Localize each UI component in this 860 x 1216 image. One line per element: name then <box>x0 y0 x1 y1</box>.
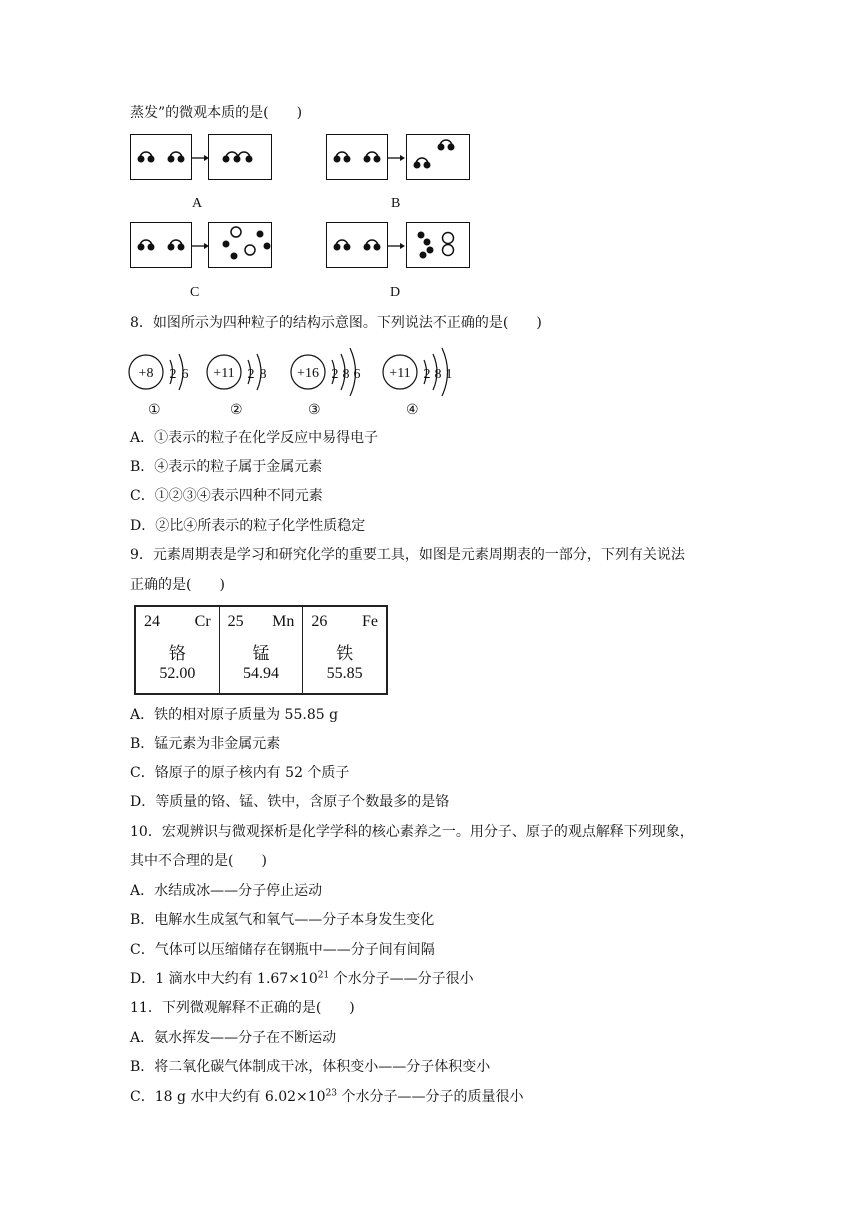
q7-option-a-label: A <box>192 196 203 211</box>
q9-option-d: D．等质量的铬、锰、铁中，含原子个数最多的是铬 <box>130 794 450 810</box>
q10-option-d-pre: D．1 滴水中大约有 1.67×10 <box>130 971 318 987</box>
q8-p3-shell-3: 6 <box>353 367 361 382</box>
q8-p4-nucleus: +11 <box>389 366 411 381</box>
q8-option-b: B．④表示的粒子属于金属元素 <box>130 459 323 475</box>
q11-option-c <box>130 1087 523 1107</box>
q8-label-2: ② <box>230 403 243 418</box>
element-number: 26 <box>311 613 328 630</box>
q8-p1-shell-2: 6 <box>181 367 189 382</box>
q8-stem: 8．如图所示为四种粒子的结构示意图。下列说法不正确的是( ) <box>130 315 542 331</box>
q10-option-d-exponent: 21 <box>317 970 330 981</box>
q7-option-b-label: B <box>391 196 401 211</box>
q10-option-b: B．电解水生成氢气和氧气——分子本身发生变化 <box>130 912 435 928</box>
q10-option-a: A．水结成冰——分子停止运动 <box>130 883 323 899</box>
q9-option-a: A．铁的相对原子质量为 55.85 g <box>130 707 339 723</box>
q8-p3-shell-1: 2 <box>331 367 339 382</box>
element-number: 24 <box>144 613 160 630</box>
q8-p3-nucleus: +16 <box>297 366 319 381</box>
q7-a-molecules <box>130 134 272 180</box>
q7-c-molecules <box>130 222 272 268</box>
periodic-table-excerpt <box>134 605 388 695</box>
q8-label-1: ① <box>148 403 161 418</box>
element-name: 锰 <box>252 644 270 664</box>
element-cell-fe <box>303 607 386 693</box>
q7-option-d-label: D <box>390 285 401 300</box>
q10-option-c: C．气体可以压缩储存在钢瓶中——分子间有间隔 <box>130 942 435 958</box>
q11-option-a: A．氨水挥发——分子在不断运动 <box>130 1030 337 1046</box>
element-symbol: Mn <box>272 613 295 630</box>
element-mass: 54.94 <box>243 665 279 682</box>
q9-stem-line2: 正确的是( ) <box>130 577 225 593</box>
q8-p4-shell-2: 8 <box>434 367 442 382</box>
q8-p2-nucleus: +11 <box>213 366 235 381</box>
q10-option-d-post: 个水分子——分子很小 <box>329 971 474 987</box>
q10-option-d <box>130 969 474 989</box>
q7-d-molecules <box>326 222 470 268</box>
q11-stem: 11．下列微观解释不正确的是( ) <box>130 1000 355 1016</box>
q8-p4-shell-3: 1 <box>445 367 453 382</box>
q8-p3-shell-2: 8 <box>342 367 350 382</box>
q7-option-c-label: C <box>190 285 200 300</box>
q8-label-4: ④ <box>406 403 419 418</box>
element-cell-mn <box>220 607 304 693</box>
element-number: 25 <box>227 613 244 630</box>
q11-option-c-pre: C．18 g 水中大约有 6.02×10 <box>130 1089 326 1105</box>
element-symbol: Cr <box>194 613 211 630</box>
q8-option-a: A．①表示的粒子在化学反应中易得电子 <box>130 430 379 446</box>
q8-p2-shell-2: 8 <box>259 367 267 382</box>
q9-stem-line1: 9．元素周期表是学习和研究化学的重要工具，如图是元素周期表的一部分，下列有关说法 <box>130 547 685 563</box>
q7-stem-tail: 蒸发”的微观本质的是( ) <box>130 105 303 121</box>
q8-p2-shell-1: 2 <box>247 367 255 382</box>
q8-particle-diagrams <box>126 340 466 410</box>
element-mass: 55.85 <box>326 665 363 682</box>
q11-option-c-post: 个水分子——分子的质量很小 <box>337 1089 524 1105</box>
q8-option-c: C．①②③④表示四种不同元素 <box>130 488 323 504</box>
q8-label-3: ③ <box>308 403 321 418</box>
q9-option-b: B．锰元素为非金属元素 <box>130 736 281 752</box>
element-cell-cr <box>136 607 220 693</box>
q10-stem-line1: 10．宏观辨识与微观探析是化学学科的核心素养之一。用分子、原子的观点解释下列现象， <box>130 824 694 840</box>
q8-option-d: D．②比④所表示的粒子化学性质稳定 <box>130 518 366 534</box>
q7-b-molecules <box>326 134 470 180</box>
q8-p4-shell-1: 2 <box>423 367 431 382</box>
q9-option-c: C．铬原子的原子核内有 52 个质子 <box>130 765 350 781</box>
element-name: 铁 <box>336 644 354 664</box>
q11-option-c-exponent: 23 <box>325 1088 338 1099</box>
element-mass: 52.00 <box>159 665 196 682</box>
element-name: 铬 <box>168 644 186 664</box>
q8-p1-shell-1: 2 <box>169 367 177 382</box>
q10-stem-line2: 其中不合理的是( ) <box>130 853 267 869</box>
q8-p1-nucleus: +8 <box>138 366 154 381</box>
element-symbol: Fe <box>362 613 379 630</box>
q11-option-b: B．将二氧化碳气体制成干冰，体积变小——分子体积变小 <box>130 1059 491 1075</box>
